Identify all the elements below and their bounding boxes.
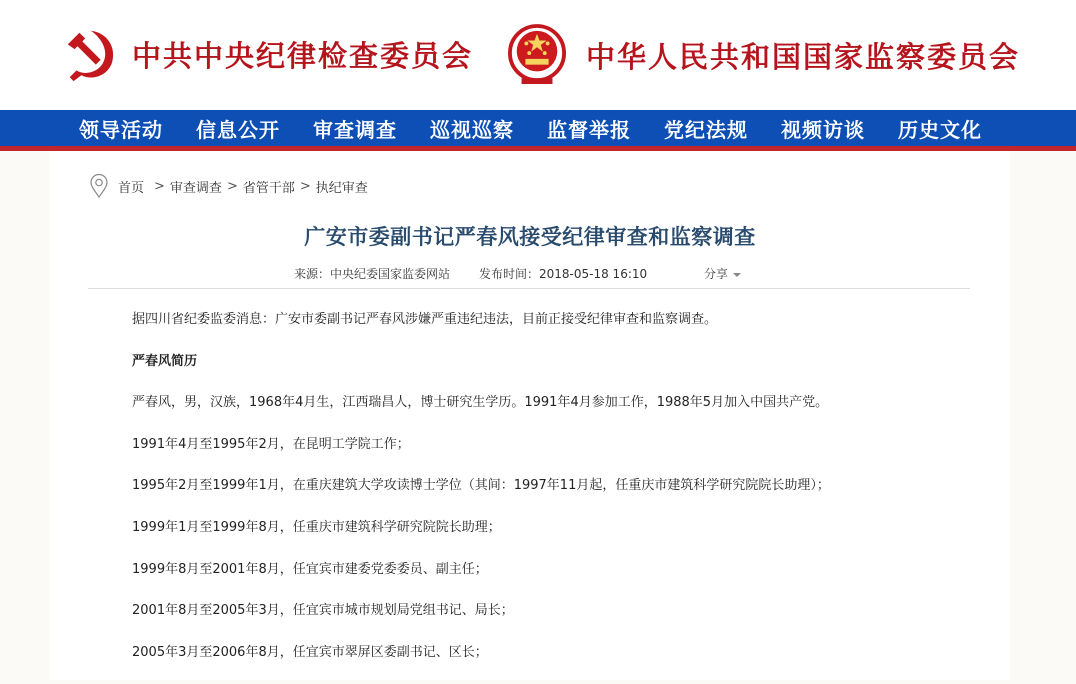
breadcrumb-separator: > xyxy=(299,178,311,194)
site-header xyxy=(0,0,1076,110)
nsc-name: 中华人民共和国国家监察委员会 xyxy=(586,39,1021,74)
article-body xyxy=(132,310,932,684)
cc-discipline-logo[interactable] xyxy=(62,24,473,84)
nav-item-leadership[interactable]: 领导活动 xyxy=(79,117,163,142)
breadcrumb-discipline-review[interactable]: 执纪审查 xyxy=(315,180,368,196)
share-dropdown[interactable] xyxy=(704,265,741,282)
caret-down-icon xyxy=(733,273,741,277)
paragraph-career: 1999年8月至2001年8月，任宜宾市建委党委委员、副主任； xyxy=(132,561,488,577)
nav-item-regulations[interactable]: 党纪法规 xyxy=(664,117,748,142)
paragraph-lead: 据四川省纪委监委消息：广安市委副书记严春风涉嫌严重违纪违法，目前正接受纪律审查和监察调查。 xyxy=(132,312,718,327)
meta-divider xyxy=(88,288,970,289)
paragraph-career: 2005年3月至2006年8月，任宜宾市翠屏区委副书记、区长； xyxy=(132,644,488,660)
hammer-sickle-icon xyxy=(62,25,120,83)
cc-discipline-name: 中共中央纪律检查委员会 xyxy=(132,38,474,73)
nav-item-investigation[interactable]: 审查调查 xyxy=(313,117,397,142)
nav-item-video[interactable]: 视频访谈 xyxy=(781,117,865,142)
main-nav xyxy=(0,110,1076,151)
nav-item-history[interactable]: 历史文化 xyxy=(898,117,982,142)
paragraph-career: 2001年8月至2005年3月，任宜宾市城市规划局党组书记、局长； xyxy=(132,603,514,619)
article-title: 广安市委副书记严春风接受纪律审查和监察调查 xyxy=(304,225,756,249)
paragraph-career: 1995年2月至1999年1月，在重庆建筑大学攻读博士学位（其间：1997年11月起，任重庆市建筑科学研究院院长助理）； xyxy=(132,478,830,494)
paragraph-resume-heading: 严春风简历 xyxy=(132,353,198,369)
nav-item-inspection[interactable]: 巡视巡察 xyxy=(430,117,514,142)
location-pin-icon xyxy=(88,173,110,199)
nav-item-disclosure[interactable]: 信息公开 xyxy=(196,117,280,142)
share-label: 分享 xyxy=(704,267,729,281)
nsc-logo[interactable] xyxy=(508,20,1020,90)
breadcrumb-investigation[interactable]: 审查调查 xyxy=(169,180,222,196)
breadcrumb xyxy=(88,173,368,199)
paragraph-career: 1991年4月至1995年2月，在昆明工学院工作； xyxy=(132,436,410,452)
national-emblem-icon xyxy=(508,23,566,87)
breadcrumb-home[interactable]: 首页 xyxy=(118,180,145,196)
article-source: 来源：中央纪委国家监委网站 xyxy=(294,267,451,281)
paragraph-profile: 严春风，男，汉族，1968年4月生，江西瑞昌人，博士研究生学历。1991年4月参加工作，1988年5月加入中国共产党。 xyxy=(132,395,829,411)
breadcrumb-separator: > xyxy=(154,178,165,194)
publish-time: 发布时间：2018-05-18 16:10 xyxy=(479,267,648,281)
breadcrumb-provincial-officials[interactable]: 省管干部 xyxy=(242,180,295,196)
article-container xyxy=(50,151,1010,680)
paragraph-career: 1999年1月至1999年8月，任重庆市建筑科学研究院院长助理； xyxy=(132,519,501,535)
breadcrumb-separator: > xyxy=(226,178,238,194)
nav-item-report[interactable]: 监督举报 xyxy=(547,117,631,142)
